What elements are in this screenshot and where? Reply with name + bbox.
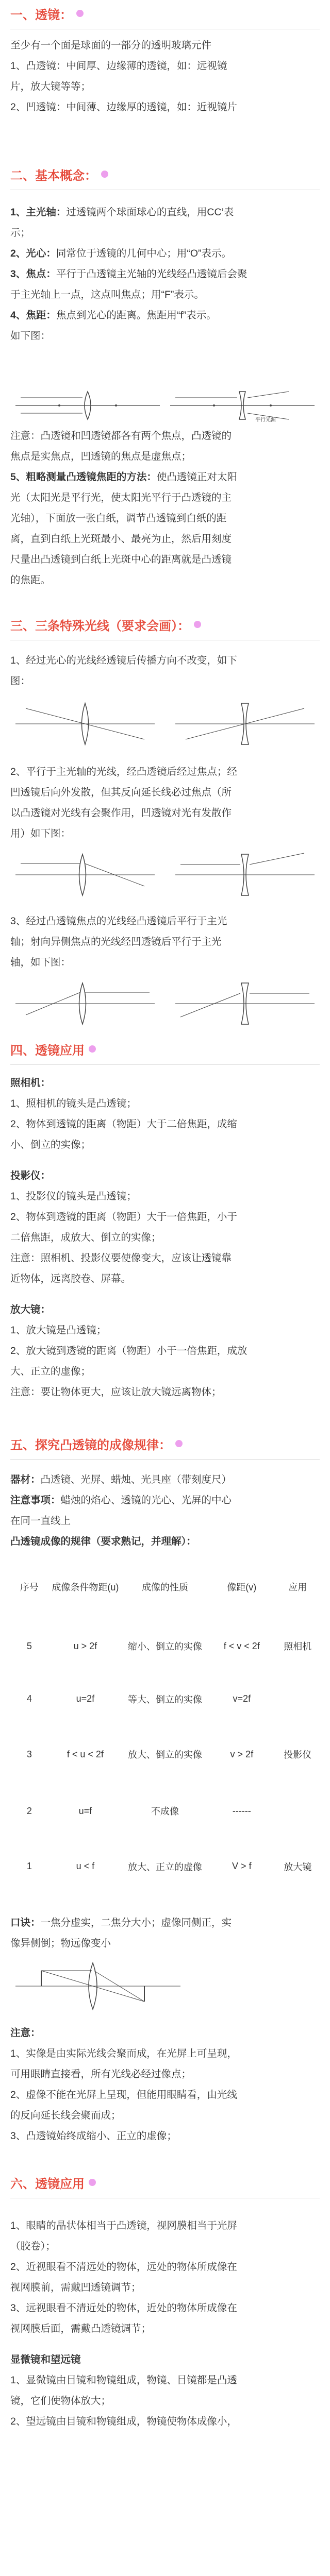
term-label: 注意事项： <box>10 1495 61 1506</box>
term-label: 5、粗略测量凸透镜焦距的方法： <box>10 471 157 483</box>
text-line: 的焦距。 <box>10 574 51 586</box>
section-5-title: 五、探究凸透镜的成像规律： <box>10 1433 320 1454</box>
text-line: 注意：照相机、投影仪要使像变大，应该让透镜靠 <box>10 1252 232 1264</box>
term-label: 口诀： <box>10 1917 41 1928</box>
cell <box>276 1785 320 1837</box>
text-line: 凹透镜后向外发散，但其反向延长线必过焦点（所 <box>10 787 232 798</box>
parallel-ray-diagram <box>10 849 320 901</box>
text-line: 可用眼睛直接看，所有光线必经过像点； <box>10 2069 192 2080</box>
table-row <box>10 1674 320 1723</box>
text-line: 小、倒立的实像； <box>10 1139 91 1150</box>
cell: u < f <box>76 1861 95 1871</box>
text: 一焦分虚实，二焦分大小；虚像同侧正，实 <box>40 1917 232 1928</box>
highlight-dot <box>89 2179 96 2186</box>
text-line: 视网膜后面，需戴凸透镜调节； <box>10 2323 152 2334</box>
section-3-title: 三、三条特殊光线（要求会画）： <box>10 614 320 635</box>
text-line: 光（太阳光是平行光，使太阳光平行于凸透镜的主 <box>10 492 232 503</box>
cell: 1 <box>26 1861 32 1871</box>
text-line: 注意：要让物体更大，应该让放大镜远离物体； <box>10 1386 222 1398</box>
cell: ------ <box>232 1805 251 1816</box>
text-line: 如下图： <box>10 330 51 342</box>
header-cell: 成像的性质 <box>141 1582 188 1592</box>
text-line: 片，放大镜等等； <box>10 81 91 92</box>
text: 凸透镜、光屏、蜡烛、光具座（带刻度尺） <box>40 1474 232 1485</box>
text: 使凸透镜正对太阳 <box>156 471 237 483</box>
text-line: 像异侧倒；物远像变小 <box>10 1938 111 1949</box>
text-line: 2、放大镜到透镜的距离（物距）小于一倍焦距，成放 <box>10 1345 248 1357</box>
cell: 放大、倒立的实像 <box>127 1750 202 1760</box>
header-cell: 应用 <box>288 1582 307 1592</box>
subheading: 显微镜和望远镜 <box>10 2354 81 2365</box>
text-line: 用）如下图： <box>10 828 71 839</box>
text-line: 至少有一个面是球面的一部分的透明玻璃元件 <box>10 40 212 51</box>
divider <box>10 1459 320 1460</box>
cell: V > f <box>232 1861 252 1871</box>
text-line: 1、放大镜是凸透镜； <box>10 1325 107 1336</box>
text-line: 视网膜前，需戴凹透镜调节； <box>10 2282 141 2293</box>
text-line: 3、远视眼看不清近处的物体，近处的物体所成像在 <box>10 2302 237 2314</box>
section-5-notes <box>10 2023 320 2146</box>
subheading: 放大镜： <box>10 1304 51 1315</box>
text-line: 以凸透镜对光线有会聚作用，凹透镜对光有发散作 <box>10 807 232 819</box>
cell: v=2f <box>233 1693 251 1704</box>
header-cell: 序号 <box>20 1582 39 1592</box>
cell: u=f <box>78 1805 92 1816</box>
table-row <box>10 1785 320 1837</box>
text-line: 图： <box>10 675 31 687</box>
imaging-diagram <box>10 1958 186 2014</box>
text-line: 2、虚像不能在光屏上呈现，但能用眼睛看，由光线 <box>10 2089 237 2100</box>
text-line: 1、显微镜由目镜和物镜组成，物镜、目镜都是凸透 <box>10 2375 237 2386</box>
highlight-dot <box>89 1045 96 1053</box>
text-line: 2、物体到透镜的距离（物距）大于一倍焦距，小于 <box>10 1211 237 1223</box>
text-line: 1、照相机的镜头是凸透镜； <box>10 1098 137 1109</box>
section-4-body <box>10 1073 320 1402</box>
text-line: 1、实像是由实际光线会聚而成，在光屏上可呈现， <box>10 2048 237 2059</box>
imaging-rules-table <box>10 1556 320 1896</box>
text-line: 近物体，远离胶卷、屏幕。 <box>10 1273 131 1284</box>
text-line: 示； <box>10 227 31 239</box>
text-line: 3、凸透镜始终成缩小、正立的虚像； <box>10 2130 177 2142</box>
section-5 <box>10 1433 320 1454</box>
term-label: 1、主光轴： <box>10 207 67 218</box>
text-line: 在同一直线上 <box>10 1515 71 1527</box>
term-label: 2、光心： <box>10 248 56 259</box>
text-line: 大、正立的虚像； <box>10 1366 91 1377</box>
cell: 2 <box>26 1805 32 1816</box>
cell: 4 <box>26 1693 32 1704</box>
cell: 等大、倒立的实像 <box>127 1694 202 1705</box>
section-3-body <box>10 650 320 691</box>
text-line: 光轴），下面放一张白纸，调节凸透镜到白纸的距 <box>10 513 227 524</box>
text-line: 离，直到白纸上光斑最小、最亮为止，然后用刻度 <box>10 533 232 545</box>
text-line: 轴；射向异侧焦点的光线经凹透镜后平行于主光 <box>10 936 222 947</box>
cell: 缩小、倒立的实像 <box>127 1641 202 1652</box>
section-4-title: 四、透镜应用 <box>10 1039 320 1059</box>
section-1 <box>10 3 320 24</box>
text-line: 2、物体到透镜的距离（物距）大于二倍焦距，成缩 <box>10 1118 237 1130</box>
table-header <box>10 1556 320 1618</box>
text-line: 1、眼睛的晶状体相当于凸透镜，视网膜相当于光屏 <box>10 2220 237 2231</box>
text-line: 2、平行于主光轴的光线，经凸透镜后经过焦点；经 <box>10 766 237 777</box>
section-3-body-3 <box>10 911 320 973</box>
term-label: 注意： <box>10 2027 41 2039</box>
subheading: 照相机： <box>10 1077 51 1089</box>
section-1-body <box>10 35 320 117</box>
cell: 投影仪 <box>284 1750 312 1760</box>
table-row <box>10 1618 320 1674</box>
section-2 <box>10 164 320 184</box>
optical-center-diagram <box>10 696 320 752</box>
mnemonic <box>10 1912 320 1954</box>
text-line: 的反向延长线会聚而成； <box>10 2110 121 2121</box>
cell: 照相机 <box>284 1641 312 1652</box>
text-line: 1、凸透镜：中间厚、边缘薄的透镜，如：远视镜 <box>10 60 227 72</box>
rule-heading: 凸透镜成像的规律（要求熟记，并理解）： <box>10 1536 196 1547</box>
section-4 <box>10 1039 320 1059</box>
section-6 <box>10 2172 320 2193</box>
cell: 5 <box>26 1640 32 1651</box>
highlight-dot <box>76 10 84 17</box>
text-line: 焦点是实焦点，凹透镜的焦点是虚焦点； <box>10 451 192 462</box>
section-2-title: 二、基本概念： <box>10 164 320 184</box>
text-line: 注意：凸透镜和凹透镜都各有两个焦点，凸透镜的 <box>10 430 232 442</box>
section-5-body <box>10 1469 320 1552</box>
cell: 放大、正立的虚像 <box>127 1861 202 1872</box>
header-cell: 像距(v) <box>227 1582 257 1592</box>
section-1-title: 一、透镜： <box>10 3 320 24</box>
figure-label: 平行光源 <box>255 417 276 423</box>
table-row <box>10 1837 320 1896</box>
cell <box>276 1674 320 1723</box>
term-label: 4、焦距： <box>10 310 56 321</box>
focus-ray-diagram <box>10 978 320 1029</box>
cell: v > 2f <box>230 1749 254 1759</box>
text-line: 轴，如下图： <box>10 957 71 968</box>
text-line: 二倍焦距，成放大、倒立的实像； <box>10 1232 161 1243</box>
text: 蜡烛的焰心、透镜的光心、光屏的中心 <box>60 1495 232 1506</box>
cell: u=2f <box>76 1693 95 1704</box>
cell: f < v < 2f <box>223 1640 260 1651</box>
text-line: （胶卷）； <box>10 2241 56 2252</box>
cell: 放大镜 <box>284 1861 312 1872</box>
cell: 不成像 <box>151 1806 179 1817</box>
text: 焦点到光心的距离。焦距用“f”表示。 <box>56 310 217 321</box>
text-line: 2、近视眼看不清远处的物体，远处的物体所成像在 <box>10 2261 237 2273</box>
text-line: 于主光轴上一点，这点叫焦点；用“F”表示。 <box>10 289 204 300</box>
text-line: 2、望远镜由目镜和物镜组成，物镜使物体成像小， <box>10 2416 237 2427</box>
text-line: 1、经过光心的光线经透镜后传播方向不改变，如下 <box>10 655 237 666</box>
table-row <box>10 1723 320 1785</box>
divider <box>10 1064 320 1065</box>
section-3-body-2 <box>10 761 320 844</box>
subheading: 投影仪： <box>10 1170 51 1181</box>
section-3 <box>10 614 320 635</box>
text-line: 1、投影仪的镜头是凸透镜； <box>10 1191 137 1202</box>
header-cell: 成像条件物距(u) <box>52 1582 119 1592</box>
term-label: 器材： <box>10 1474 41 1485</box>
cell: u > 2f <box>73 1640 97 1651</box>
highlight-dot <box>101 171 108 178</box>
text-line: 2、凹透镜：中间薄、边缘厚的透镜，如：近视镜片 <box>10 101 237 113</box>
section-2-body-2 <box>10 426 320 590</box>
text-line: 3、经过凸透镜焦点的光线经凸透镜后平行于主光 <box>10 916 227 927</box>
section-6-title: 六、透镜应用 <box>10 2172 320 2193</box>
section-2-body <box>10 202 320 346</box>
text-line: 尺量出凸透镜到白纸上光斑中心的距离就是凸透镜 <box>10 554 232 565</box>
focus-diagram <box>10 387 320 423</box>
cell: f < u < 2f <box>67 1749 104 1759</box>
section-6-body <box>10 2215 320 2432</box>
text: 平行于凸透镜主光轴的光线经凸透镜后会聚 <box>56 268 248 280</box>
cell: 3 <box>26 1749 32 1759</box>
text: 过透镜两个球面球心的直线，用CC’表 <box>66 207 234 218</box>
highlight-dot <box>194 621 201 628</box>
term-label: 3、焦点： <box>10 268 56 280</box>
text: 同常位于透镜的几何中心；用“O”表示。 <box>56 248 232 259</box>
text-line: 镜，它们使物体放大； <box>10 2395 111 2406</box>
highlight-dot <box>175 1440 183 1447</box>
